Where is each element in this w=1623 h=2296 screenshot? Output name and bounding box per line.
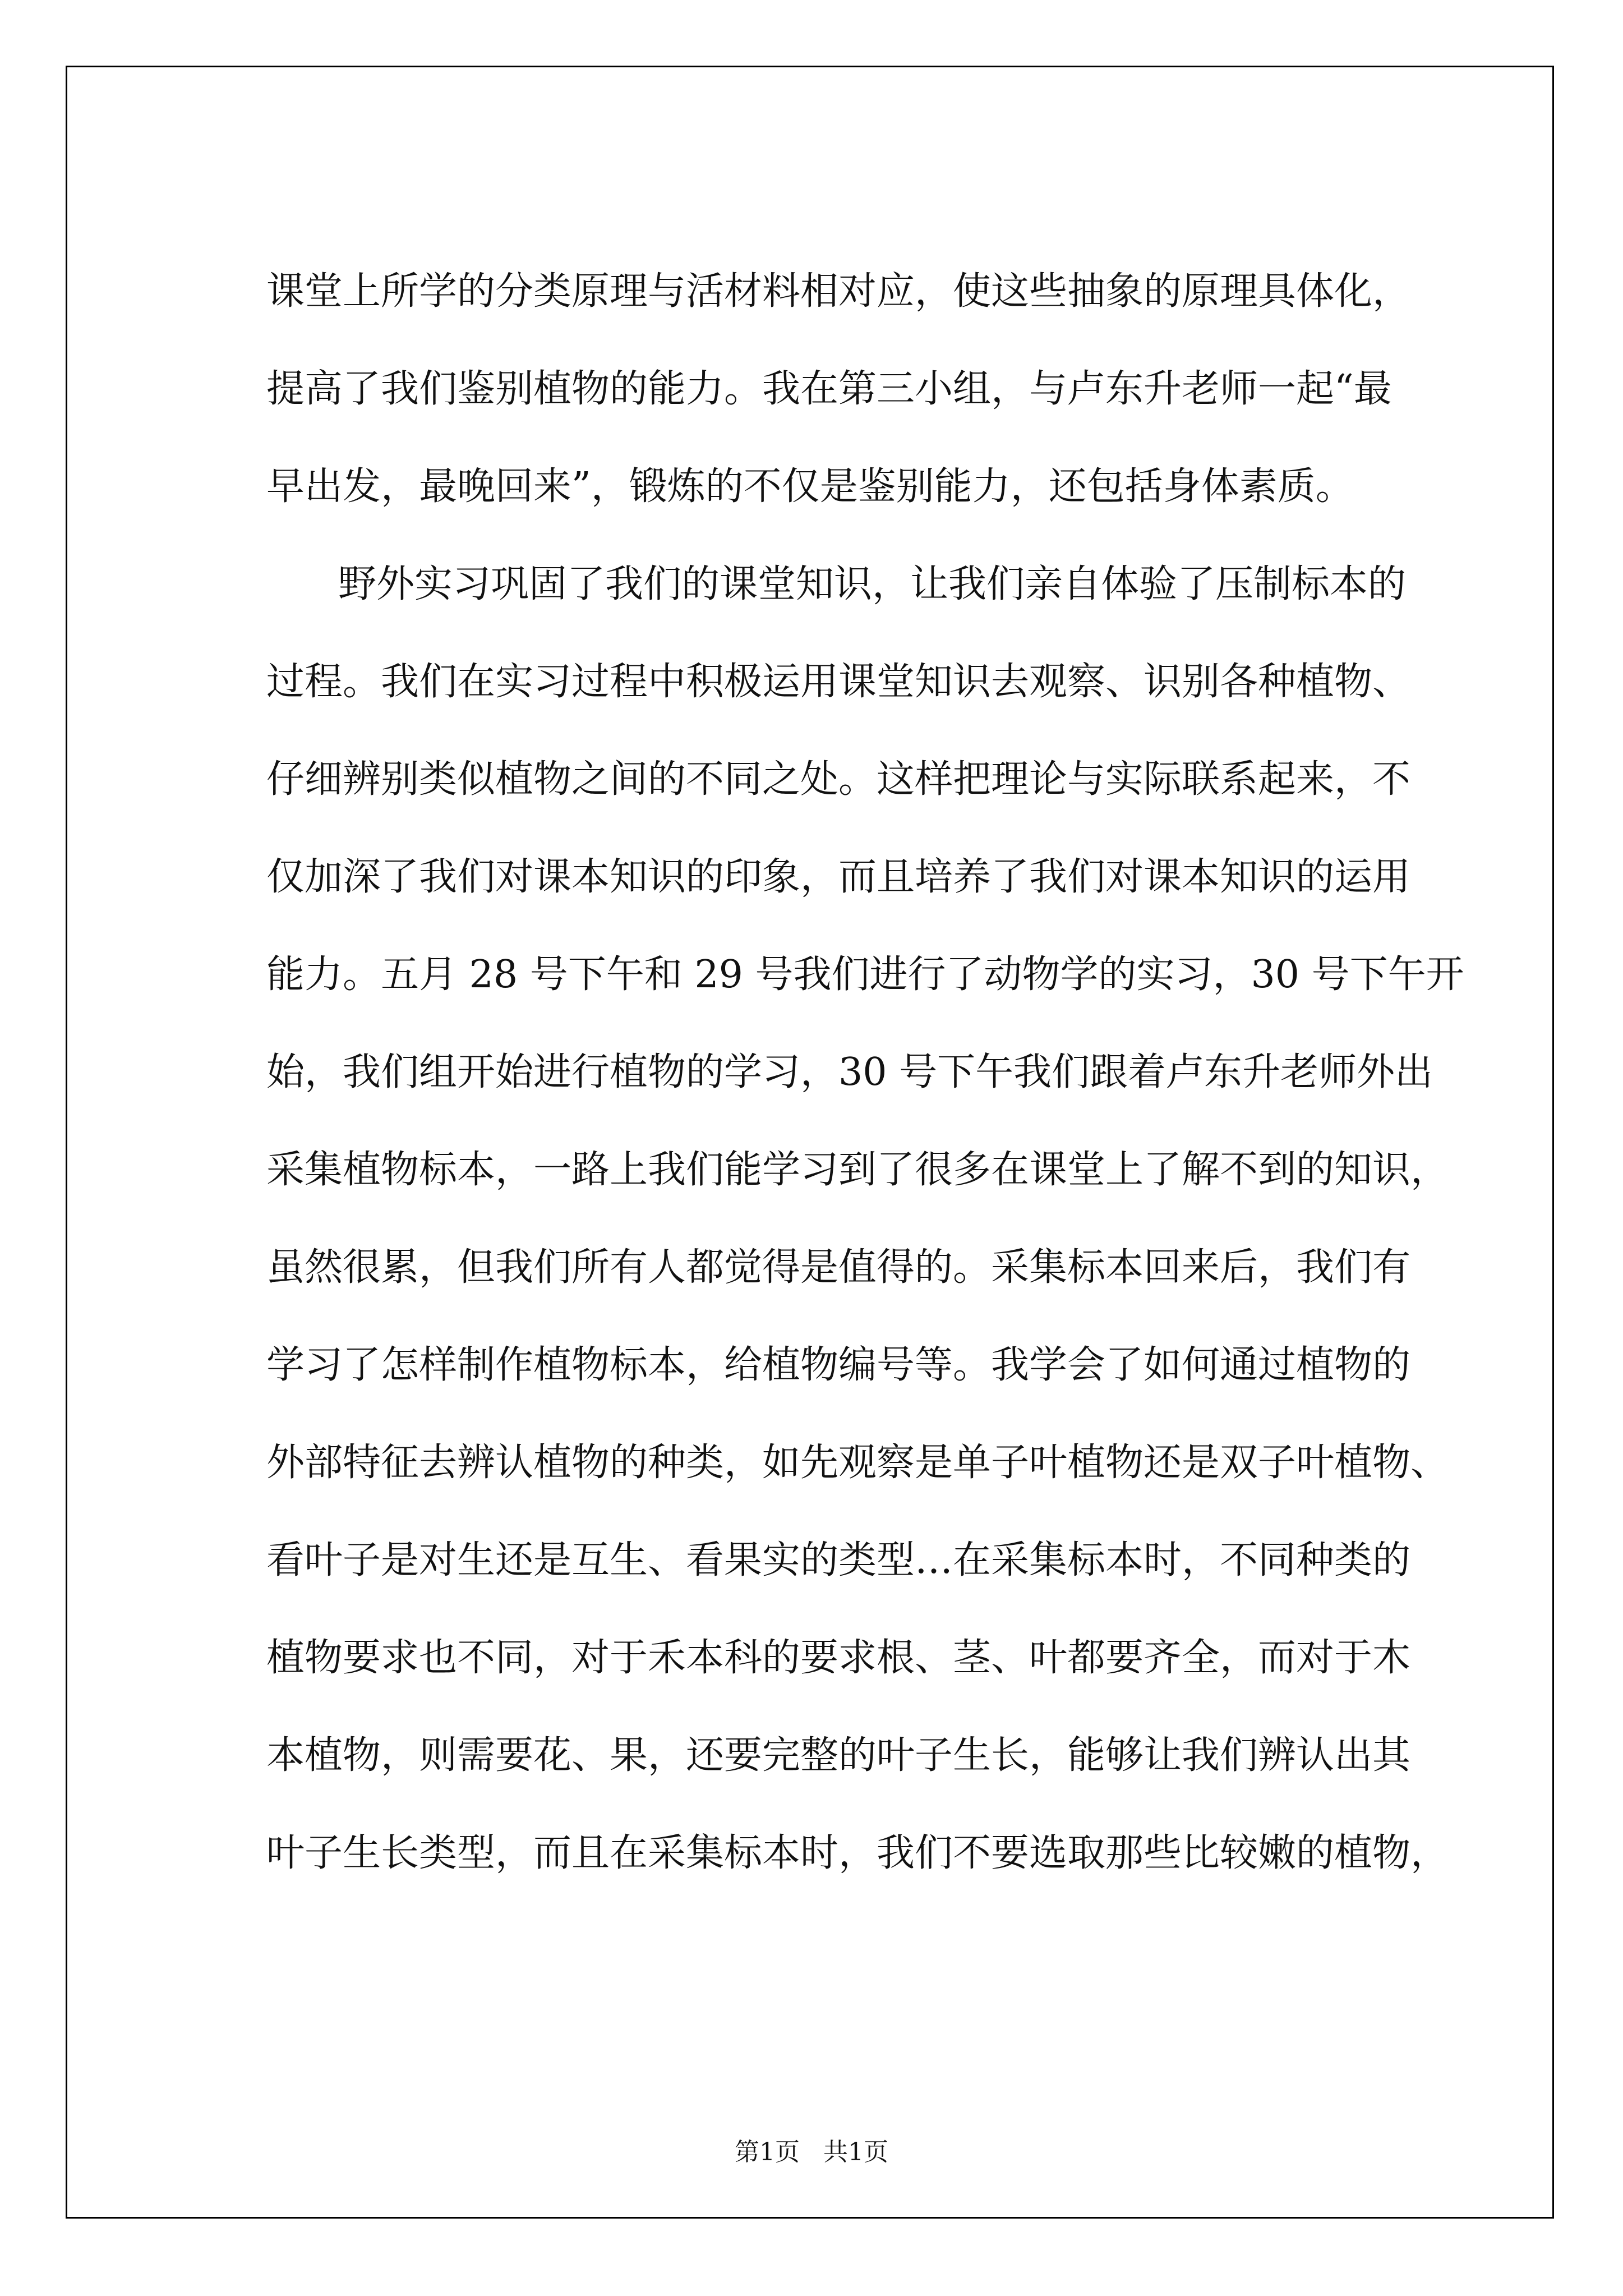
page-border [66,66,1554,2219]
text-line-14: 看叶子是对生还是互生、看果实的类型…在采集标本时，不同种类的 [266,1538,1411,1582]
text-line-10: 采集植物标本，一路上我们能学习到了很多在课堂上了解不到的知识， [266,1148,1449,1192]
text-line-9: 始，我们组开始进行植物的学习，30 号下午我们跟着卢东升老师外出 [266,1050,1433,1094]
text-line-17: 叶子生长类型，而且在采集标本时，我们不要选取那些比较嫩的植物， [266,1831,1449,1875]
text-line-5: 过程。我们在实习过程中积极运用课堂知识去观察、识别各种植物、 [266,660,1411,704]
text-line-16: 本植物，则需要花、果，还要完整的叶子生长，能够让我们辨认出其 [266,1733,1411,1778]
text-line-11: 虽然很累，但我们所有人都觉得是值得的。采集标本回来后，我们有 [266,1245,1411,1290]
text-line-8: 能力。五月 28 号下午和 29 号我们进行了动物学的实习，30 号下午开 [266,953,1464,997]
text-line-12: 学习了怎样制作植物标本，给植物编号等。我学会了如何通过植物的 [266,1343,1411,1387]
text-line-7: 仅加深了我们对课本知识的印象，而且培养了我们对课本知识的运用 [266,855,1411,899]
paragraph-2-first-line: 野外实习巩固了我们的课堂知识，让我们亲自体验了压制标本的 [338,562,1407,606]
text-line-3: 早出发，最晚回来”，锻炼的不仅是鉴别能力，还包括身体素质。 [266,464,1354,509]
text-line-6: 仔细辨别类似植物之间的不同之处。这样把理论与实际联系起来，不 [266,757,1411,802]
text-line-15: 植物要求也不同，对于禾本科的要求根、茎、叶都要齐全，而对于木 [266,1636,1411,1680]
text-line-1: 课堂上所学的分类原理与活材料相对应，使这些抽象的原理具体化， [266,269,1411,314]
text-line-2: 提高了我们鉴别植物的能力。我在第三小组，与卢东升老师一起“最 [266,367,1392,411]
page-number-footer: 第1页 共1页 [735,2138,888,2166]
text-line-13: 外部特征去辨认植物的种类，如先观察是单子叶植物还是双子叶植物、 [266,1441,1449,1485]
